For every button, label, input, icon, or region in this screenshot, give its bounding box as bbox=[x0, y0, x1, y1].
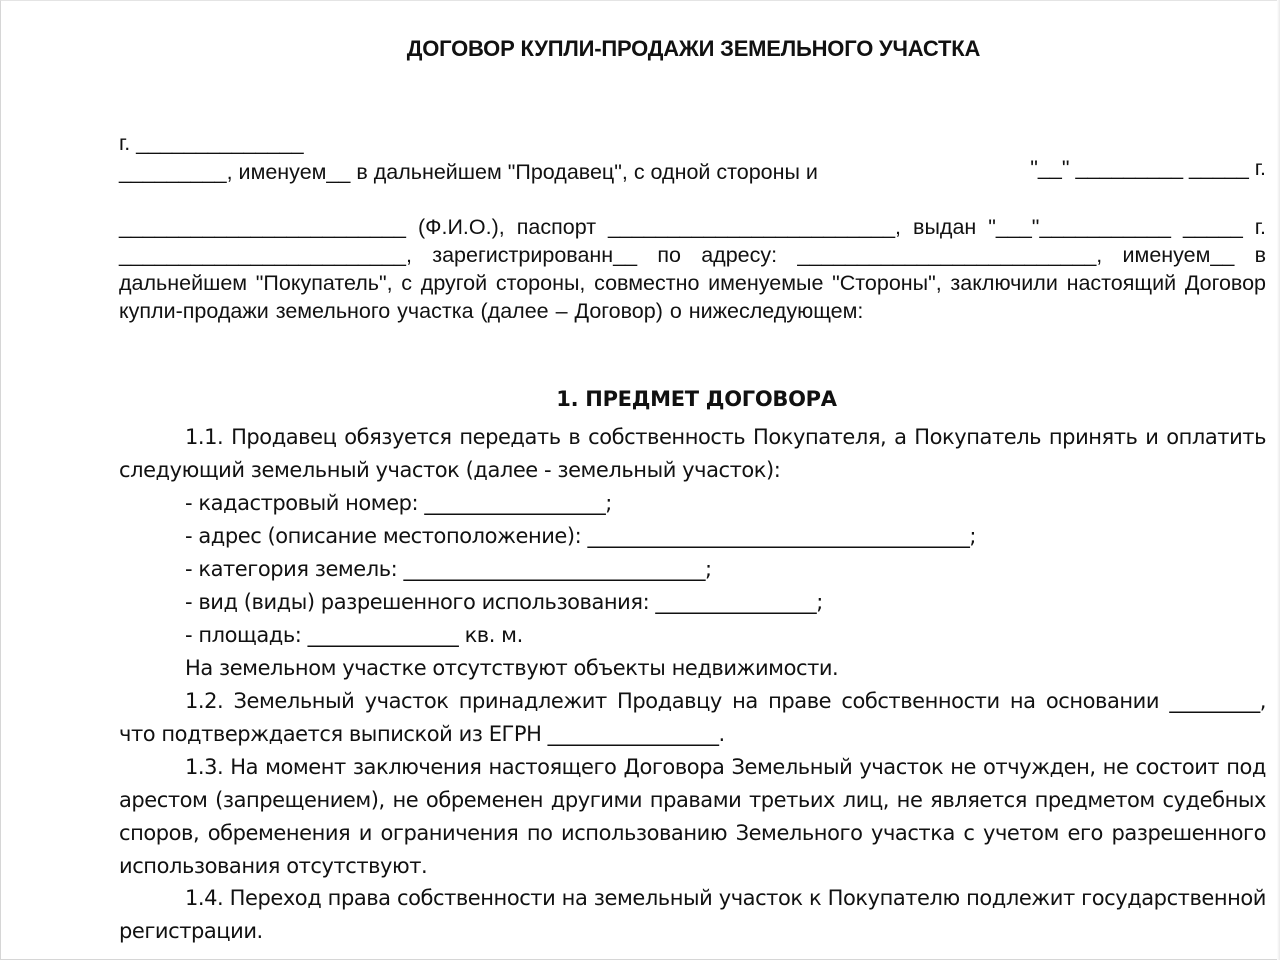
clause-1-4: 1.4. Переход права собственности на земельный участок к Покупателю подлежит государственной регистрации. bbox=[119, 886, 1266, 943]
clause-1-1: 1.1. Продавец обязуется передать в собственность Покупателя, а Покупатель принять и оплатить следующий земельный участок (далее - земельный участок): bbox=[119, 425, 1266, 482]
date-field: "__" _________ _____ г. bbox=[1030, 156, 1266, 180]
place-date-row bbox=[119, 106, 1266, 206]
section-1-heading: 1. ПРЕДМЕТ ДОГОВОРА bbox=[556, 387, 837, 411]
address-item: - адрес (описание местоположение): ______________________________________; bbox=[185, 524, 977, 548]
no-real-estate-note: На земельном участке отсутствуют объекты недвижимости. bbox=[185, 656, 839, 680]
cadastral-number-item: - кадастровый номер: __________________; bbox=[185, 491, 612, 515]
clause-1-3: 1.3. На момент заключения настоящего Договора Земельный участок не отчужден, не состоит под арестом (запрещением), не обременен другими правами третьих лиц, не является предметом судебных споров, обременения и ограничения по использованию Земельного участка с учетом его разрешенного использования отсутствуют. bbox=[119, 755, 1266, 878]
seller-line: _________, именуем__ в дальнейшем "Продавец", с одной стороны и bbox=[119, 160, 818, 184]
land-plot-details-list bbox=[119, 487, 1266, 685]
permitted-use-item: - вид (виды) разрешенного использования: ________________; bbox=[185, 590, 823, 614]
land-category-item: - категория земель: ______________________________; bbox=[185, 557, 712, 581]
city-field: г. ______________ bbox=[119, 131, 304, 155]
area-item: - площадь: _______________ кв. м. bbox=[185, 623, 523, 647]
document-title: ДОГОВОР КУПЛИ-ПРОДАЖИ ЗЕМЕЛЬНОГО УЧАСТКА bbox=[406, 36, 981, 61]
clause-1-2: 1.2. Земельный участок принадлежит Продавцу на праве собственности на основании _________, что подтверждается выпиской из ЕГРН _________________. bbox=[119, 689, 1266, 746]
parties-paragraph: ________________________ (Ф.И.О.), паспорт ________________________, выдан "___"___________ _____ г. ________________________, зарегистрированн__ по адресу: _________________________, именуем__ в дальнейшем "Покупатель", с другой стороны, совместно именуемые "Стороны", заключили настоящий Договор купли-продажи земельного участка (далее – Договор) о нижеследующем: bbox=[119, 215, 1266, 323]
